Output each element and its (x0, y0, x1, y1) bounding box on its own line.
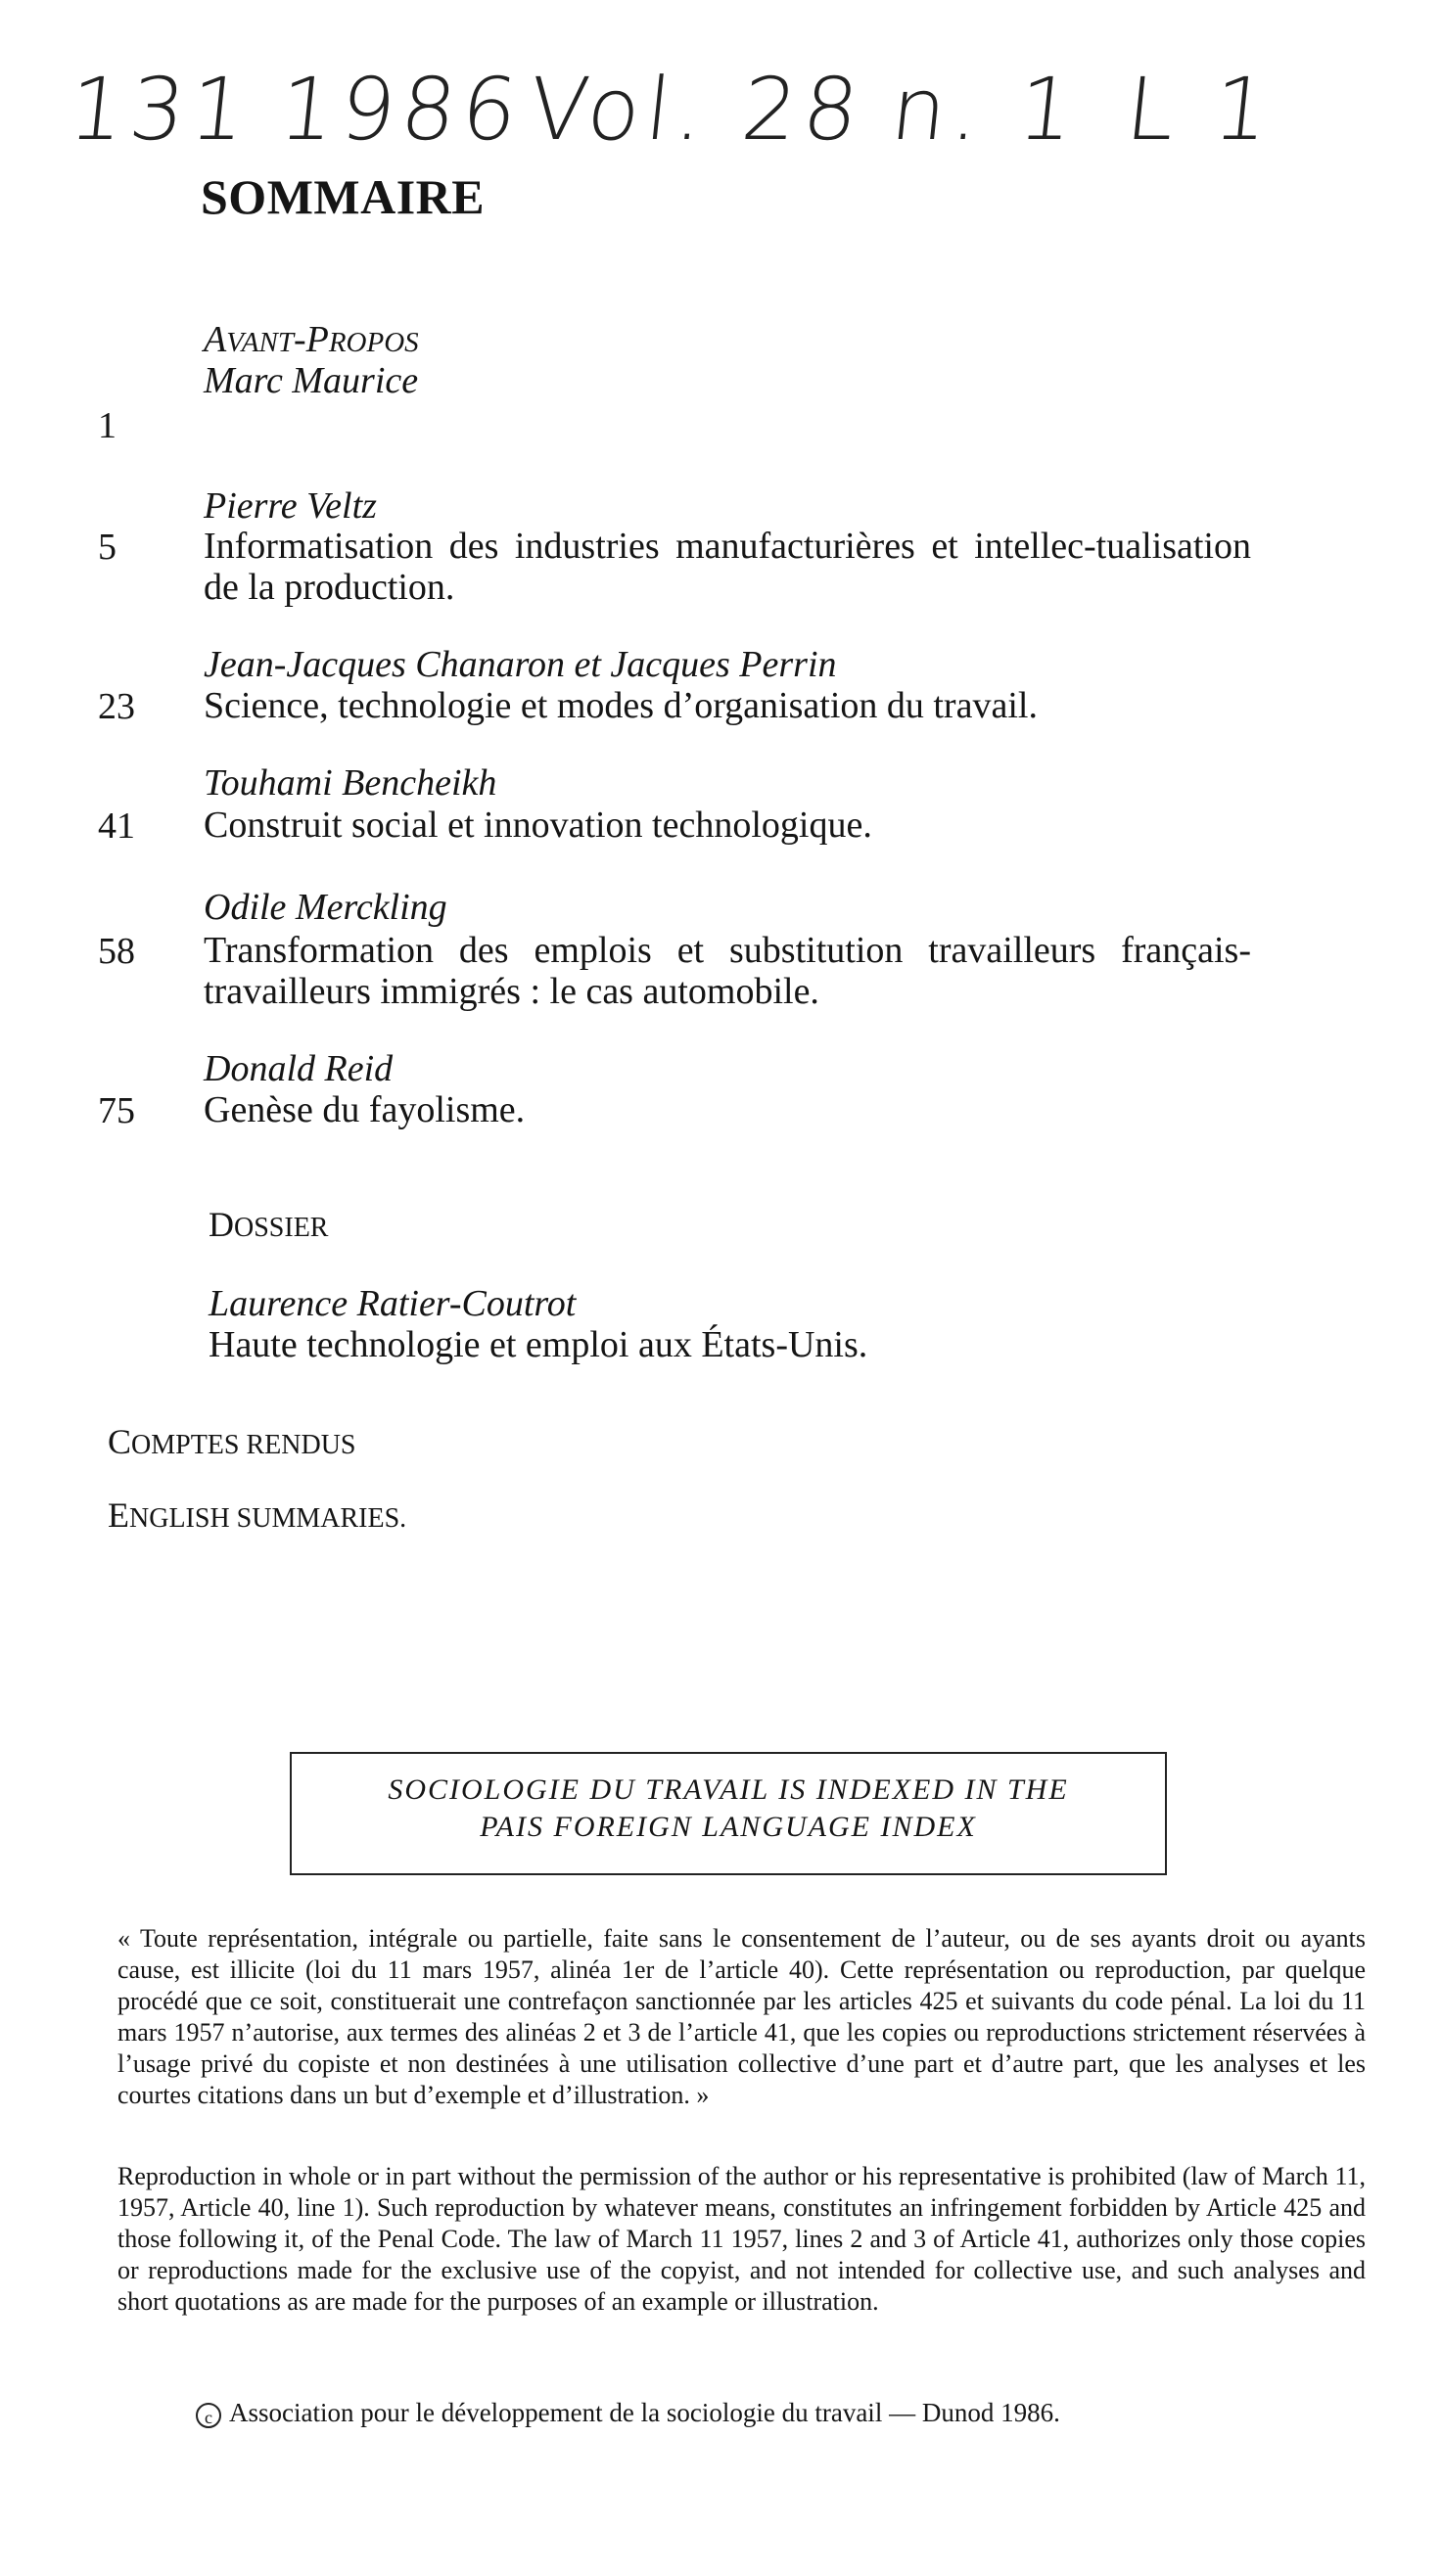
article-page: 5 (98, 527, 116, 568)
article-page: 23 (98, 686, 135, 727)
article-title: Informatisation des industries manufacturières et intellec-tualisation de la production. (204, 526, 1251, 608)
index-notice-line: SOCIOLOGIE DU TRAVAIL IS INDEXED IN THE (388, 1773, 1069, 1806)
english-summaries-label: ENGLISH SUMMARIES. (108, 1495, 407, 1535)
dossier-author: Laurence Ratier-Coutrot (209, 1283, 577, 1324)
annotation-part: 131 (64, 59, 257, 160)
article-page: 75 (98, 1090, 135, 1131)
handwritten-annotation (63, 59, 1348, 176)
legal-notice-fr: « Toute représentation, intégrale ou partielle, faite sans le consentement de l’auteur, ou de ses ayants droit ou ayants cause, est illicite (loi du 11 mars 1957, alinéa 1er de l’article 40). Cette représentation ou reproduction, par quelque procédé que ce soit, constituerait une contrefaçon sanctionnée par les articles 425 et suivants du code pénal. La loi du 11 mars 1957 n’autorise, aux termes des alinéas 2 et 3 de l’article 41, que les copies ou reproductions strictement réservées à l’usage privé du copiste et non destinées à une utilisation collective d’une part et d’autre part, que les analyses et les courtes citations dans un but d’exemple et d’illustration. » (117, 1924, 1366, 2109)
dossier-label: DOSSIER (209, 1205, 329, 1244)
avant-propos-author: Marc Maurice (204, 360, 419, 401)
article-author: Jean-Jacques Chanaron et Jacques Perrin (204, 644, 837, 685)
article-author: Touhami Bencheikh (204, 762, 497, 804)
annotation-part: 1986 (274, 59, 529, 160)
annotation-part: n. 1 (886, 59, 1086, 160)
copyright-footer (196, 2398, 1060, 2428)
copyright-icon: c (196, 2403, 221, 2428)
article-title: Genèse du fayolisme. (204, 1089, 526, 1130)
dossier-title: Haute technologie et emploi aux États-Unis. (209, 1324, 868, 1365)
legal-notice-en: Reproduction in whole or in part without the permission of the author or his representative is prohibited (law of March 11, 1957, Article 40, line 1). Such reproduction by whatever means, constitutes an infringement forbidden by Article 425 and those following it, of the Penal Code. The law of March 11 1957, lines 2 and 3 of Article 41, authorizes only those copies or reproductions made for the exclusive use of the copyist, and not intended for collective use, and such analyses and short quotations as are made for the purposes of an example or illustration. (117, 2162, 1366, 2316)
annotation-part: Vol. 28 (524, 59, 869, 160)
article-page: 58 (98, 931, 135, 972)
comptes-rendus-label: COMPTES RENDUS (108, 1422, 356, 1461)
index-notice-box (290, 1752, 1167, 1875)
avant-propos-label: AVANT-PROPOS (204, 319, 419, 360)
avant-propos-page: 1 (98, 405, 116, 446)
article-title: Science, technologie et modes d’organisation du travail. (204, 685, 1038, 726)
article-author: Odile Merckling (204, 887, 447, 928)
article-author: Pierre Veltz (204, 485, 377, 527)
page-title: SOMMAIRE (201, 169, 486, 224)
copyright-text: Association pour le développement de la sociologie du travail — Dunod 1986. (229, 2398, 1060, 2427)
article-page: 41 (98, 805, 135, 847)
annotation-part: L 1 (1121, 59, 1280, 160)
index-notice-line: PAIS FOREIGN LANGUAGE INDEX (480, 1811, 977, 1843)
article-title: Construit social et innovation technologique. (204, 805, 872, 846)
article-title: Transformation des emplois et substitution travailleurs français-travailleurs immigrés : le cas automobile. (204, 930, 1251, 1012)
article-author: Donald Reid (204, 1048, 394, 1089)
